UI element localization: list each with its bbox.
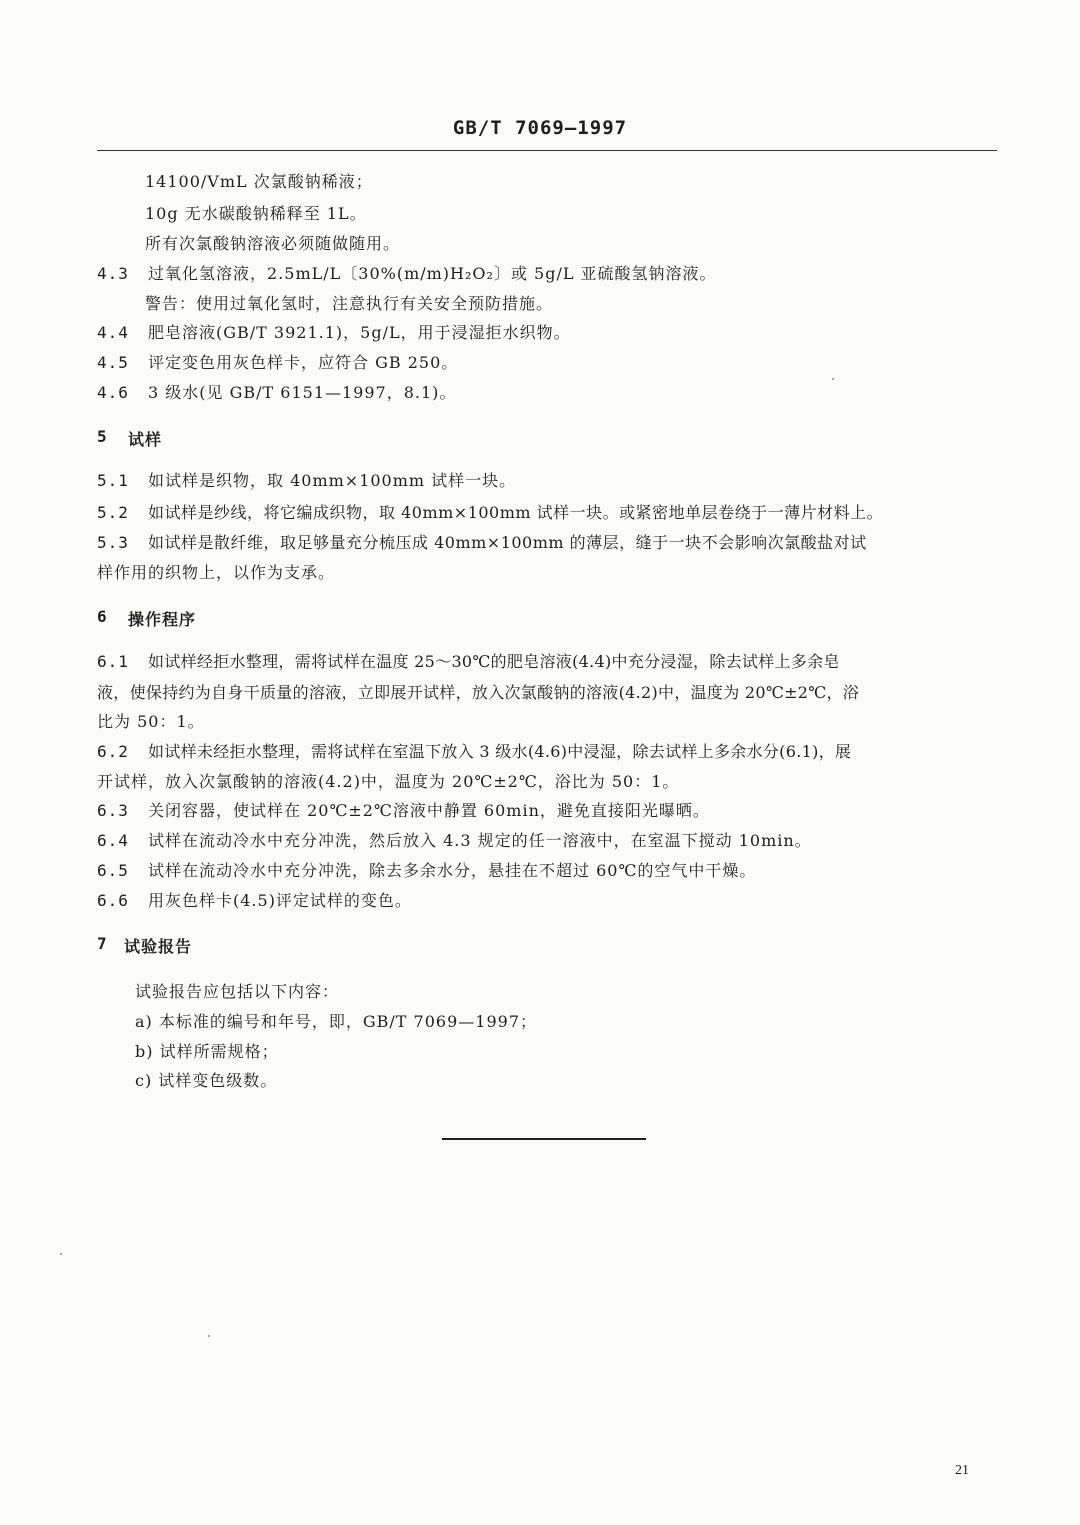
- clause-text: 如试样经拒水整理，需将试样在温度 25～30℃的肥皂溶液(4.4)中充分浸湿，除去试样上多余皂: [148, 652, 840, 671]
- clause-text: 如试样是散纤维，取足够量充分梳压成 40mm×100mm 的薄层，缝于一块不会影响次氯酸盐对试: [148, 533, 867, 552]
- report-intro: 试验报告应包括以下内容：: [135, 982, 340, 1001]
- text-line: 14100/VmL 次氯酸钠稀液；: [145, 172, 373, 191]
- clause-text-continued: 液，使保持约为自身干质量的溶液，立即展开试样，放入次氯酸钠的溶液(4.2)中，温度为 20℃±2℃，浴: [97, 683, 860, 702]
- warning-text: 警告：使用过氧化氢时，注意执行有关安全预防措施。: [145, 294, 554, 313]
- text-line: 10g 无水碳酸钠稀释至 1L。: [145, 204, 367, 223]
- section-number: 6: [97, 607, 108, 626]
- clause-number: 4.3: [97, 264, 129, 283]
- scan-speck: [832, 378, 834, 380]
- section-number: 7: [97, 934, 108, 953]
- clause-number: 5.3: [97, 533, 129, 552]
- section-number: 5: [97, 427, 108, 446]
- scan-speck: [60, 1253, 62, 1255]
- clause-text: 关闭容器，使试样在 20℃±2℃溶液中静置 60min，避免直接阳光曝晒。: [148, 801, 710, 820]
- clause-text: 评定变色用灰色样卡，应符合 GB 250。: [148, 353, 459, 372]
- clause-text-continued: 开试样，放入次氯酸钠的溶液(4.2)中，温度为 20℃±2℃，浴比为 50：1。: [97, 772, 680, 791]
- section-heading: 操作程序: [128, 610, 197, 629]
- clause-text: 如试样是织物，取 40mm×100mm 试样一块。: [148, 471, 517, 490]
- clause-number: 4.4: [97, 323, 129, 342]
- clause-number: 4.5: [97, 353, 129, 372]
- text-line: 所有次氯酸钠溶液必须随做随用。: [145, 234, 401, 253]
- clause-text-continued: 样作用的织物上，以作为支承。: [97, 563, 336, 582]
- clause-text: 如试样是纱线，将它编成织物，取 40mm×100mm 试样一块。或紧密地单层卷绕于一薄片材料上。: [148, 503, 884, 522]
- clause-text: 用灰色样卡(4.5)评定试样的变色。: [148, 891, 412, 910]
- clause-text: 肥皂溶液(GB/T 3921.1)，5g/L，用于浸湿拒水织物。: [148, 323, 571, 342]
- clause-text: 3 级水(见 GB/T 6151—1997，8.1)。: [148, 383, 457, 402]
- report-item: b) 试样所需规格；: [135, 1042, 279, 1061]
- page-number: 21: [955, 1463, 969, 1478]
- clause-number: 5.1: [97, 471, 129, 490]
- header-divider: [97, 150, 997, 151]
- clause-number: 6.3: [97, 801, 129, 820]
- clause-text: 试样在流动冷水中充分冲洗，然后放入 4.3 规定的任一溶液中，在室温下搅动 10min。: [148, 831, 812, 850]
- report-item: a) 本标准的编号和年号，即，GB/T 7069—1997；: [135, 1012, 537, 1031]
- report-item: c) 试样变色级数。: [135, 1071, 278, 1090]
- standard-code-header: GB/T 7069—1997: [452, 117, 628, 139]
- clause-text: 试样在流动冷水中充分冲洗，除去多余水分，悬挂在不超过 60℃的空气中干燥。: [148, 861, 757, 880]
- section-heading: 试样: [128, 430, 163, 449]
- clause-text: 如试样未经拒水整理，需将试样在室温下放入 3 级水(4.6)中浸湿，除去试样上多余水分(6.1)，展: [148, 742, 852, 761]
- end-of-text-rule: [442, 1138, 646, 1140]
- section-heading: 试验报告: [124, 937, 193, 956]
- clause-number: 6.2: [97, 742, 129, 761]
- clause-number: 5.2: [97, 503, 129, 522]
- clause-text: 过氧化氢溶液，2.5mL/L〔30%(m/m)H₂O₂〕或 5g/L 亚硫酸氢钠溶液。: [148, 264, 717, 283]
- clause-number: 6.5: [97, 861, 129, 880]
- clause-number: 4.6: [97, 383, 129, 402]
- clause-number: 6.4: [97, 831, 129, 850]
- clause-text-continued: 比为 50：1。: [97, 712, 205, 731]
- clause-number: 6.6: [97, 891, 129, 910]
- scan-speck: [208, 1335, 210, 1337]
- clause-number: 6.1: [97, 652, 129, 671]
